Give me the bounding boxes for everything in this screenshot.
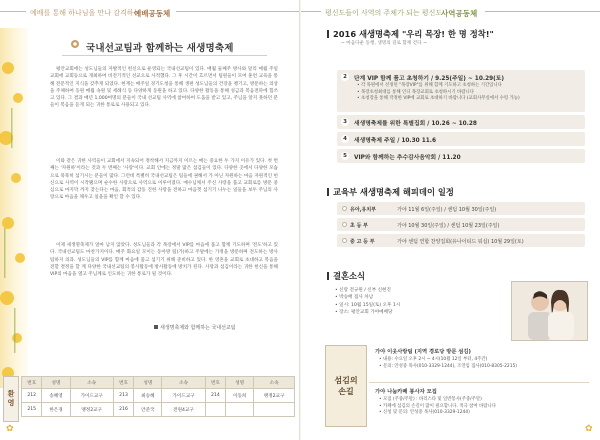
article-paragraph-2: 이와 같은 귀한 사역들이 교회에서 지속되어 정착해서 지금까지 이르는 매는 중요한 두 가지 이유가 있다. 첫 번째는 '자원하'이라는 것과 두 번째는 '사랑'이다. 교회 안에는 정말 많은 섬김들이 있다. 다양한 곳에서 다양한 모습으로 묵묵히 섬기시는 분들이 많다. 그런데 특별히 국내선교팀은 팀들에 권해서 가 아닌 자원하는 마음 자원적인 헌신으로 사역이 시작됐으며 순수한 사랑으로 사역으로 이루어졌다. 예수님께서 주신 사랑을 품고 교회로를 방문 중심으로 마지막 까지 찾는다는 마음, 회적의 감동 진한 사랑을 전하고 마음껏 섬기기 나누는 일들을 보두 주님의 사랑으로 마음을 채우고 일을을 확인 할 수 있다. [50,159,278,201]
left-header [0,8,299,16]
welcome-table [21,376,295,417]
help-section-1-items: • 내용: 수요일 오후 2시 ~ 4시(10월 12일 부터, 4주간) • 문의: 안성중 목사(010-3329-1244), 조연임 집사(010-8305-2215) [379,357,517,370]
right-header-title: 사역공동체 [441,9,478,18]
title-divider [62,55,267,56]
wedding-details: • 신랑 전규원 / 신부 신현진 • 박승배 집사 차남 • 일시: 10월 15일(토) 오후 1시 • 장소: 평안교회 가야예배당 [335,287,400,316]
wedding-photo [511,281,588,341]
help-section-1-title: 가야 이웃사랑팀 (지역 경로당 방문 섬김) [375,349,471,355]
flower-icon: ✿ [6,424,14,434]
help-divider [369,382,589,383]
list-item: 유아,유치부 가야 11월 6일(주일) / 센텀 10월 30일(주일) [337,202,585,215]
bullet-icon [342,238,347,243]
left-page [0,0,299,440]
square-bullet-icon [154,325,158,329]
festival-title: 2016 새생명축제 "우리 목장! 한 명 정착!" [327,28,494,40]
article-paragraph-1: 평안교회에는 성도님들의 자발적인 헌신으로 운영되는 국내선교팀이 있다. 매월 둘째주 방사와 달리 매월 주일 교회에 교회등으로 개최하여 비전기적인 선교으로 사적했다. 그 후 시간이 흐르면서 팀원들이 모여 훈련 교육을 통해 전문적인 지식을 갖추게 되었다. 현재는 매주일 경기도청을 통해 생편 성도님들의 건강을 챙기고, 방문하는 의상을 주체하여 동원 매월 속원 및 세례식 등 다양하게 동원을 하고 있다. 다양한 활동을 통해 성금과 복음전파에 힘쓰고 있다. 그 결과 매년 1,000여명의 분들이 국내 선교팀 사역에 참여하여 도움을 받고 있고, 주님을 알지 못하던 분들이 복음을 듣게 되는 귀한 통로로 사용되고 있다. [50,67,278,109]
help-section-2-title: 가야 나눔카페 봉사자 모집 [375,389,437,395]
left-header-subtitle: 예배를 통해 하나님을 만나 감격하는 [30,9,141,17]
article-signature: 새생명축제와 함께하는 국내선교팀 [154,324,236,331]
right-header-subtitle: 평신도들이 사역의 주체가 되는 평신도 [325,9,443,17]
table-row: 212 송혜영 가이드교구 213 최승혜 가이드교구 214 이동희 맹정2교구 [22,389,295,403]
happyday-title: 교육부 새생명축제 해피데이 일정 [327,186,454,198]
festival-subtitle: ~ 마음다운 동행, 생명의 길로 함께 걷다 ~ [341,41,427,46]
festival-steps [337,70,585,166]
right-page [301,0,600,440]
step-4: 4 새생명축제 주일 / 10.30 11.6 [337,132,585,146]
list-item: 중 고 등 부 가야 센텀 연합 찬양집회(유나이티드 워십) 10월 29일(토) [337,234,585,247]
welcome-tag: 환 영 [3,376,19,422]
left-header-title: 예배공동체 [134,9,171,18]
welcome-table-header: 번호 성명 소속 번호 성명 소속 번호 성명 소속 [22,377,295,389]
flower-icon: ✿ [585,424,593,434]
help-tag: 섬김의 손길 [325,345,367,427]
article-title: 국내선교팀과 함께하는 새생명축제 [86,43,234,54]
couple-photo-icon [512,282,587,340]
leaf-icon [70,39,80,49]
help-section-2-items: • 모집 (주중/주말) : 바리스타 및 일반봉사(주중/주말) • 카페에 섬김의 손길이 많이 필요합니다. 적극 참여 바랍니다 • 신청 및 문의: 안성중 목사(010-3329-1244) [379,397,496,417]
step-3: 3 새생명축제를 위한 특별집회 / 10.26 ~ 10.28 [337,115,585,129]
table-row: 215 한은경 맹정2교구 216 안준국 전원4교구 [22,403,295,417]
article-paragraph-3: 이제 새생명축제가 얼마 남지 않았다. 성도님들과 각 목장에서 VIP를 마음에 품고 함께 기도하며 '전도'하고 있다. 국내선교팀도 마찬가지이다. 매주 화요일 모이는 동아방 팀(가)하고 주말에는 가정을 방문하며 전도하는 방사팀하지 의과. 성도님들의 VIP를 함께 마음에 품고 섬기기 위해 준비하고 있다. 한 영혼을 교회로 초대하고 복음을 전할 결정을 할 계 다양한 국내선교팀의 봉사활동에 방사활동에 방치가 된다. 사랑과 섬김이라는 귀한 헌신을 통해 VIP의 마음을 열고 주님께로 인도하는 귀한 통로가 될 것이다. [50,243,278,278]
bullet-icon [342,222,347,227]
happyday-schedule [337,202,585,250]
step-5: 5 VIP와 함께하는 추수감사음악회 / 11.20 [337,149,585,163]
flower-decoration-icon [0,28,28,388]
step-2: 2 단계 VIP 함께 품고 초청하기 / 9.25(주일) ~ 10.29(토) • 각 목원에서 선정된 "목장VIP"를 위해 함께 기도하고 초청하는 기간입니다 • 목장초청최대를 통해 인디 목장교회로 초청하시기 바랍니다 • 초청장을 통해 작정한 VIP에 교회로 초대하기 바랍니다 (교회사무실에서 수령 가능) [337,70,585,112]
list-item: 초 등 부 가야 10월 30일(주일) / 센텀 10월 23일(주일) [337,218,585,231]
bullet-icon [342,206,347,211]
wedding-title: 결혼소식 [327,270,365,282]
right-header [301,8,600,16]
